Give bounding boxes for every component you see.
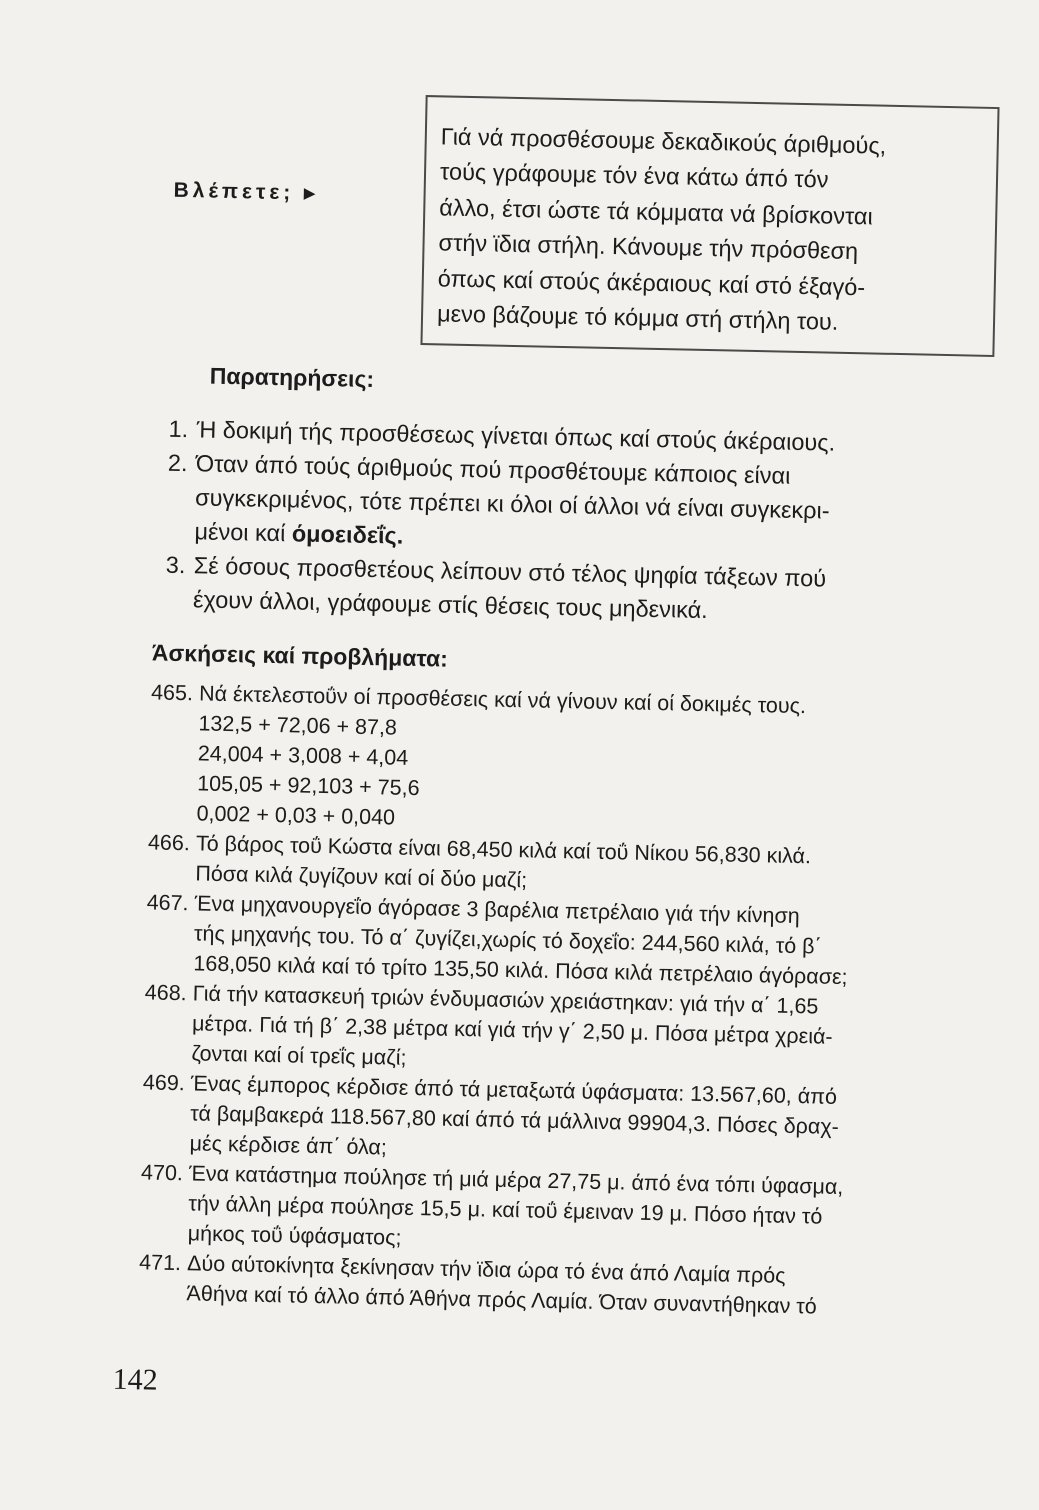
exercise-expression: 132,5 + 72,06 + 87,8 — [198, 711, 398, 740]
exercise-line: Άθήνα καί τό άλλο άπό Άθήνα πρός Λαμία. Όταν συναντήθηκαν τό — [186, 1281, 818, 1319]
observation-line: συγκεκριμένος, τότε πρέπει κι όλοι οί άλλοι νά είναι συγκεκρι- — [194, 484, 830, 524]
exercise-number: 468. — [144, 980, 187, 1006]
exercise-line: μές κέρδισε άπ΄ όλα; — [189, 1131, 388, 1160]
exercise-number: 470. — [140, 1160, 184, 1186]
observation-line: έχουν άλλοι, γράφουμε στίς θέσεις τους μηδενικά. — [192, 586, 709, 624]
exercise-line: Νά έκτελεστοΰν οί προσθέσεις καί νά γίνουν καί οί δοκιμές τους. — [198, 681, 807, 719]
exercise-expression: 0,002 + 0,03 + 0,040 — [196, 801, 396, 830]
exercises-heading: Άσκήσεις καί προβλήματα: — [151, 639, 449, 672]
exercise-line: Δύο αύτοκίνητα ξεκίνησαν τήν ϊδια ώρα τό ένα άπό Λαμία πρός — [186, 1251, 786, 1288]
exercise-number: 467. — [146, 890, 189, 916]
exercise-item — [141, 1067, 983, 1175]
rule-box — [420, 95, 999, 357]
exercise-line: Ένας έμπορος κέρδισε άπό τά μεταξωτά ύφάσματα: 13.567,60, άπό — [190, 1071, 838, 1109]
exercise-item — [139, 1157, 981, 1265]
exercise-line: Ένα κατάστημα πούλησε τή μιά μέρα 27,75 μ. άπό ένα τόπι ύφασμα, — [188, 1161, 844, 1200]
rule-line: άλλο, έτσι ώστε τά κόμματα νά βρίσκονται — [439, 194, 874, 230]
observation-line: Σέ όσους προσθετέους λείπουν στό τέλος ψηφία τάξεων πού — [193, 552, 827, 592]
exercise-line: Ένα μηχανουργεΐο άγόρασε 3 βαρέλια πετρέλαιο γιά τήν κίνηση — [194, 891, 801, 929]
observation-text — [194, 446, 998, 565]
exercise-line: τήν άλλη μέρα πούλησε 15,5 μ. καί τοΰ έμειναν 19 μ. Πόσο ήταν τό — [188, 1191, 823, 1229]
exercise-expression: 105,05 + 92,103 + 75,6 — [196, 771, 420, 801]
rule-line: όπως καί στούς άκέραιους καί στό έξαγό- — [437, 264, 866, 300]
observation-number: 1. — [168, 415, 189, 443]
exercise-line: Γιά τήν κατασκευή τριών ένδυμασιών χρειάστηκαν: γιά τήν α΄ 1,65 — [192, 981, 819, 1019]
observation-line: Ή δοκιμή τής προσθέσεως γίνεται όπως καί στούς άκέραιους. — [196, 416, 836, 456]
exercise-number: 466. — [147, 830, 191, 856]
exercise-text — [196, 678, 991, 845]
rule-line: Γιά νά προσθέσουμε δεκαδικούς άριθμούς, — [440, 123, 887, 159]
observation-plain: μένοι καί — [194, 518, 293, 547]
exercise-text — [193, 888, 987, 995]
rule-line: μενο βάζουμε τό κόμμα στή στήλη του. — [436, 300, 839, 335]
side-label: Βλέπετε; ▸ — [173, 178, 319, 205]
observation-item — [166, 446, 998, 565]
exercise-expression: 24,004 + 3,008 + 4,04 — [197, 741, 409, 770]
exercise-text — [189, 1068, 983, 1175]
exercises-list — [138, 677, 991, 1324]
exercise-item — [143, 977, 985, 1085]
exercise-line: Τό βάρος τοΰ Κώστα είναι 68,450 κιλά καί τοΰ Νίκου 56,830 κιλά. — [195, 831, 812, 869]
exercise-line: τής μηχανής του. Τό α΄ ζυγίζει,χωρίς τό δοχεΐο: 244,560 κιλά, τό β΄ — [193, 921, 822, 959]
exercise-line: ζονται καί οί τρεΐς μαζί; — [191, 1041, 407, 1070]
exercise-item — [145, 887, 987, 995]
page-number: 142 — [112, 1362, 159, 1397]
observations-heading: Παρατηρήσεις: — [209, 362, 375, 393]
exercise-number: 471. — [138, 1250, 182, 1276]
exercise-line: Πόσα κιλά ζυγίζουν καί οί δύο μαζί; — [195, 861, 528, 893]
exercise-number: 465. — [150, 680, 194, 706]
exercise-line: μήκος τοΰ ύφάσματος; — [187, 1221, 402, 1250]
observation-bold-term: όμοειδεΐς. — [291, 520, 404, 549]
exercise-line: μέτρα. Γιά τή β΄ 2,38 μέτρα καί γιά τήν γ΄ 2,50 μ. Πόσα μέτρα χρειά- — [191, 1011, 833, 1049]
exercise-line: 168,050 κιλά καί τό τρίτο 135,50 κιλά. Πόσα κιλά πετρέλαιο άγόρασε; — [193, 951, 848, 990]
rule-line: τούς γράφουμε τόν ένα κάτω άπό τόν — [439, 158, 829, 193]
observation-number: 3. — [165, 551, 186, 579]
observation-number: 2. — [167, 449, 188, 477]
exercise-text — [187, 1158, 981, 1265]
observations-list — [165, 412, 999, 633]
observation-line: Όταν άπό τούς άριθμούς πού προσθέτουμε κάποιος είναι — [195, 450, 791, 489]
exercise-item — [148, 677, 991, 845]
exercise-number: 469. — [142, 1070, 186, 1096]
rule-line: στήν ϊδια στήλη. Κάνουμε τήν πρόσθεση — [438, 229, 859, 265]
exercise-line: τά βαμβακερά 118.567,80 καί άπό τά μάλλινα 99904,3. Πόσες δραχ- — [190, 1101, 840, 1139]
exercise-text — [191, 978, 985, 1085]
